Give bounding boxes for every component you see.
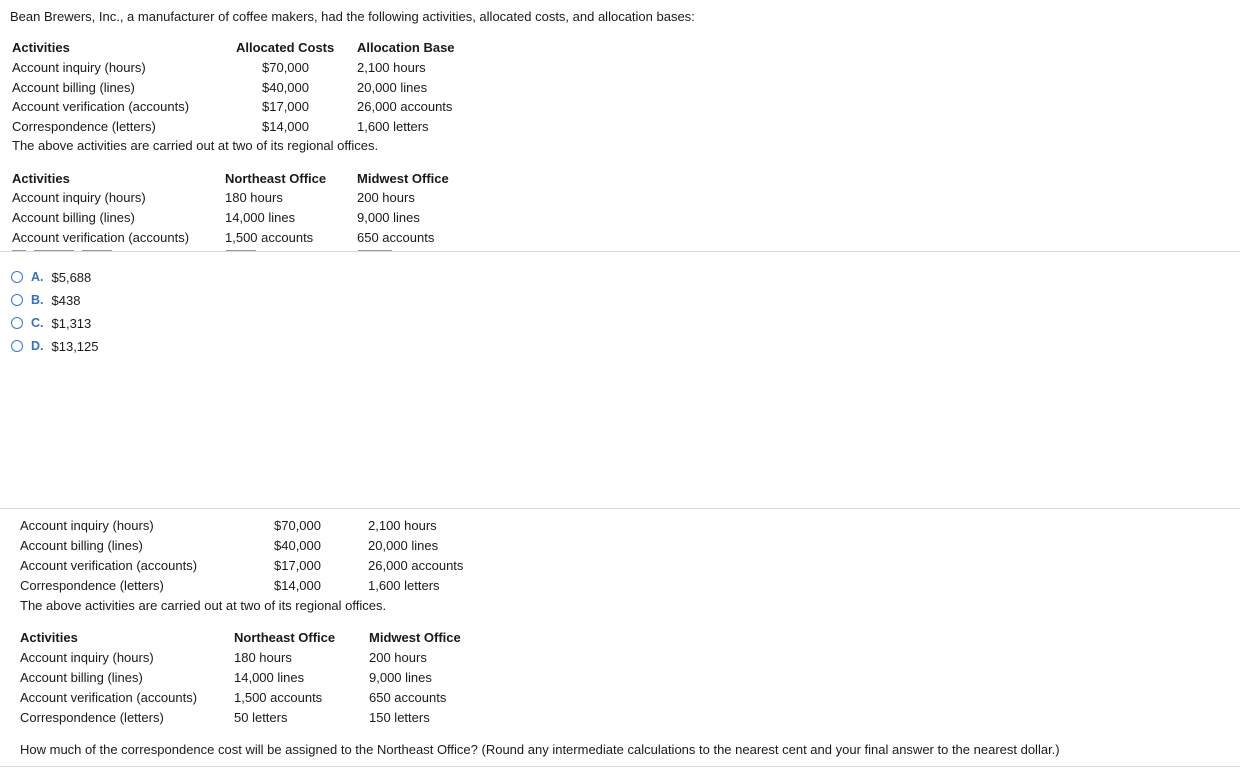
- choice-b[interactable]: [11, 291, 80, 309]
- table-cell: 650 accounts: [369, 690, 447, 705]
- radio-button-icon[interactable]: [11, 294, 23, 306]
- table-row: [0, 210, 1240, 230]
- table-cell: 1,600 letters: [357, 119, 429, 134]
- choice-d[interactable]: [11, 337, 99, 355]
- table-cell: 50 letters: [234, 710, 288, 725]
- radio-button-icon[interactable]: [11, 340, 23, 352]
- table-row: [0, 230, 1240, 250]
- table-cell: Account verification (accounts): [12, 99, 190, 114]
- column-header: Activities: [20, 630, 78, 645]
- choice-letter: C.: [31, 316, 44, 330]
- table-header-row: [0, 171, 1240, 191]
- table-cell: Account billing (lines): [12, 210, 135, 225]
- table-cell: $14,000: [262, 119, 309, 134]
- table-cell: 1,500 accounts: [225, 230, 314, 245]
- section-divider: [0, 508, 1240, 509]
- column-header: Activities: [12, 40, 70, 55]
- table-cell: Account inquiry (hours): [12, 60, 146, 75]
- section-divider: [0, 766, 1240, 767]
- table-row: [0, 710, 1240, 730]
- table-cell: 20,000 lines: [357, 80, 428, 95]
- table-cell: $40,000: [262, 80, 309, 95]
- table-row: [0, 518, 1240, 538]
- table-cell: 9,000 lines: [369, 670, 432, 685]
- regional-offices-note: The above activities are carried out at two of its regional offices.: [12, 138, 379, 153]
- choice-c[interactable]: [11, 314, 91, 332]
- table-cell: 14,000 lines: [225, 210, 296, 225]
- section-divider: [0, 251, 1240, 252]
- table-cell: Account verification (accounts): [12, 230, 190, 245]
- table-cell: 180 hours: [234, 650, 292, 665]
- table-header-row: [0, 630, 1240, 650]
- column-header: Northeast Office: [234, 630, 336, 645]
- table-cell: 200 hours: [369, 650, 427, 665]
- radio-button-icon[interactable]: [11, 271, 23, 283]
- question-text: How much of the correspondence cost will be assigned to the Northeast Office? (Round any intermediate calculations to the nearest cent and your final answer to the nearest dollar.): [20, 742, 1060, 757]
- table-cell: Account verification (accounts): [20, 558, 198, 573]
- table-row: [0, 670, 1240, 690]
- column-header: Allocation Base: [357, 40, 455, 55]
- table-cell: Correspondence (letters): [20, 710, 164, 725]
- table-row: [0, 650, 1240, 670]
- table-cell: 1,600 letters: [368, 578, 440, 593]
- table-cell: Account billing (lines): [20, 538, 143, 553]
- table-header-row: [0, 40, 1240, 60]
- choice-letter: A.: [31, 270, 44, 284]
- table-cell: 1,500 accounts: [234, 690, 323, 705]
- column-header: Midwest Office: [357, 171, 449, 186]
- table-cell: 20,000 lines: [368, 538, 439, 553]
- table-row: [0, 99, 1240, 119]
- table-cell: 200 hours: [357, 190, 415, 205]
- table-row: [0, 538, 1240, 558]
- table-cell: 650 accounts: [357, 230, 435, 245]
- table-cell: Correspondence (letters): [20, 578, 164, 593]
- problem-intro: Bean Brewers, Inc., a manufacturer of coffee makers, had the following activities, allocated costs, and allocation bases:: [10, 9, 695, 24]
- table-cell: 2,100 hours: [368, 518, 437, 533]
- table-cell: 9,000 lines: [357, 210, 420, 225]
- table-row: [0, 558, 1240, 578]
- column-header: Midwest Office: [369, 630, 461, 645]
- radio-button-icon[interactable]: [11, 317, 23, 329]
- choice-value: $438: [51, 292, 81, 308]
- table-cell: Account billing (lines): [20, 670, 143, 685]
- column-header: Allocated Costs: [236, 40, 335, 55]
- choice-a[interactable]: [11, 268, 91, 286]
- table-cell: $17,000: [274, 558, 321, 573]
- column-header: Activities: [12, 171, 70, 186]
- regional-offices-note: The above activities are carried out at two of its regional offices.: [20, 598, 387, 613]
- table-cell: Account verification (accounts): [20, 690, 198, 705]
- table-cell: Account inquiry (hours): [12, 190, 146, 205]
- choice-value: $13,125: [51, 338, 99, 354]
- table-row: [0, 578, 1240, 598]
- table-cell: $17,000: [262, 99, 309, 114]
- table-cell: 14,000 lines: [234, 670, 305, 685]
- table-cell: Account inquiry (hours): [20, 650, 154, 665]
- table-row: [0, 190, 1240, 210]
- table-cell: $14,000: [274, 578, 321, 593]
- table-cell: 2,100 hours: [357, 60, 426, 75]
- table-cell: 150 letters: [369, 710, 430, 725]
- table-row: [0, 119, 1240, 139]
- table-cell: Correspondence (letters): [12, 119, 156, 134]
- choice-letter: D.: [31, 339, 44, 353]
- table-cell: $70,000: [262, 60, 309, 75]
- table-cell: 26,000 accounts: [357, 99, 453, 114]
- table-cell: 180 hours: [225, 190, 283, 205]
- table-cell: Account inquiry (hours): [20, 518, 154, 533]
- table-cell: $40,000: [274, 538, 321, 553]
- choice-value: $5,688: [51, 269, 92, 285]
- table-cell: Account billing (lines): [12, 80, 135, 95]
- table-row: [0, 690, 1240, 710]
- table-row: [0, 60, 1240, 80]
- table-cell: $70,000: [274, 518, 321, 533]
- column-header: Northeast Office: [225, 171, 327, 186]
- choice-letter: B.: [31, 293, 44, 307]
- choice-value: $1,313: [51, 315, 92, 331]
- table-cell: 26,000 accounts: [368, 558, 464, 573]
- table-row: [0, 80, 1240, 100]
